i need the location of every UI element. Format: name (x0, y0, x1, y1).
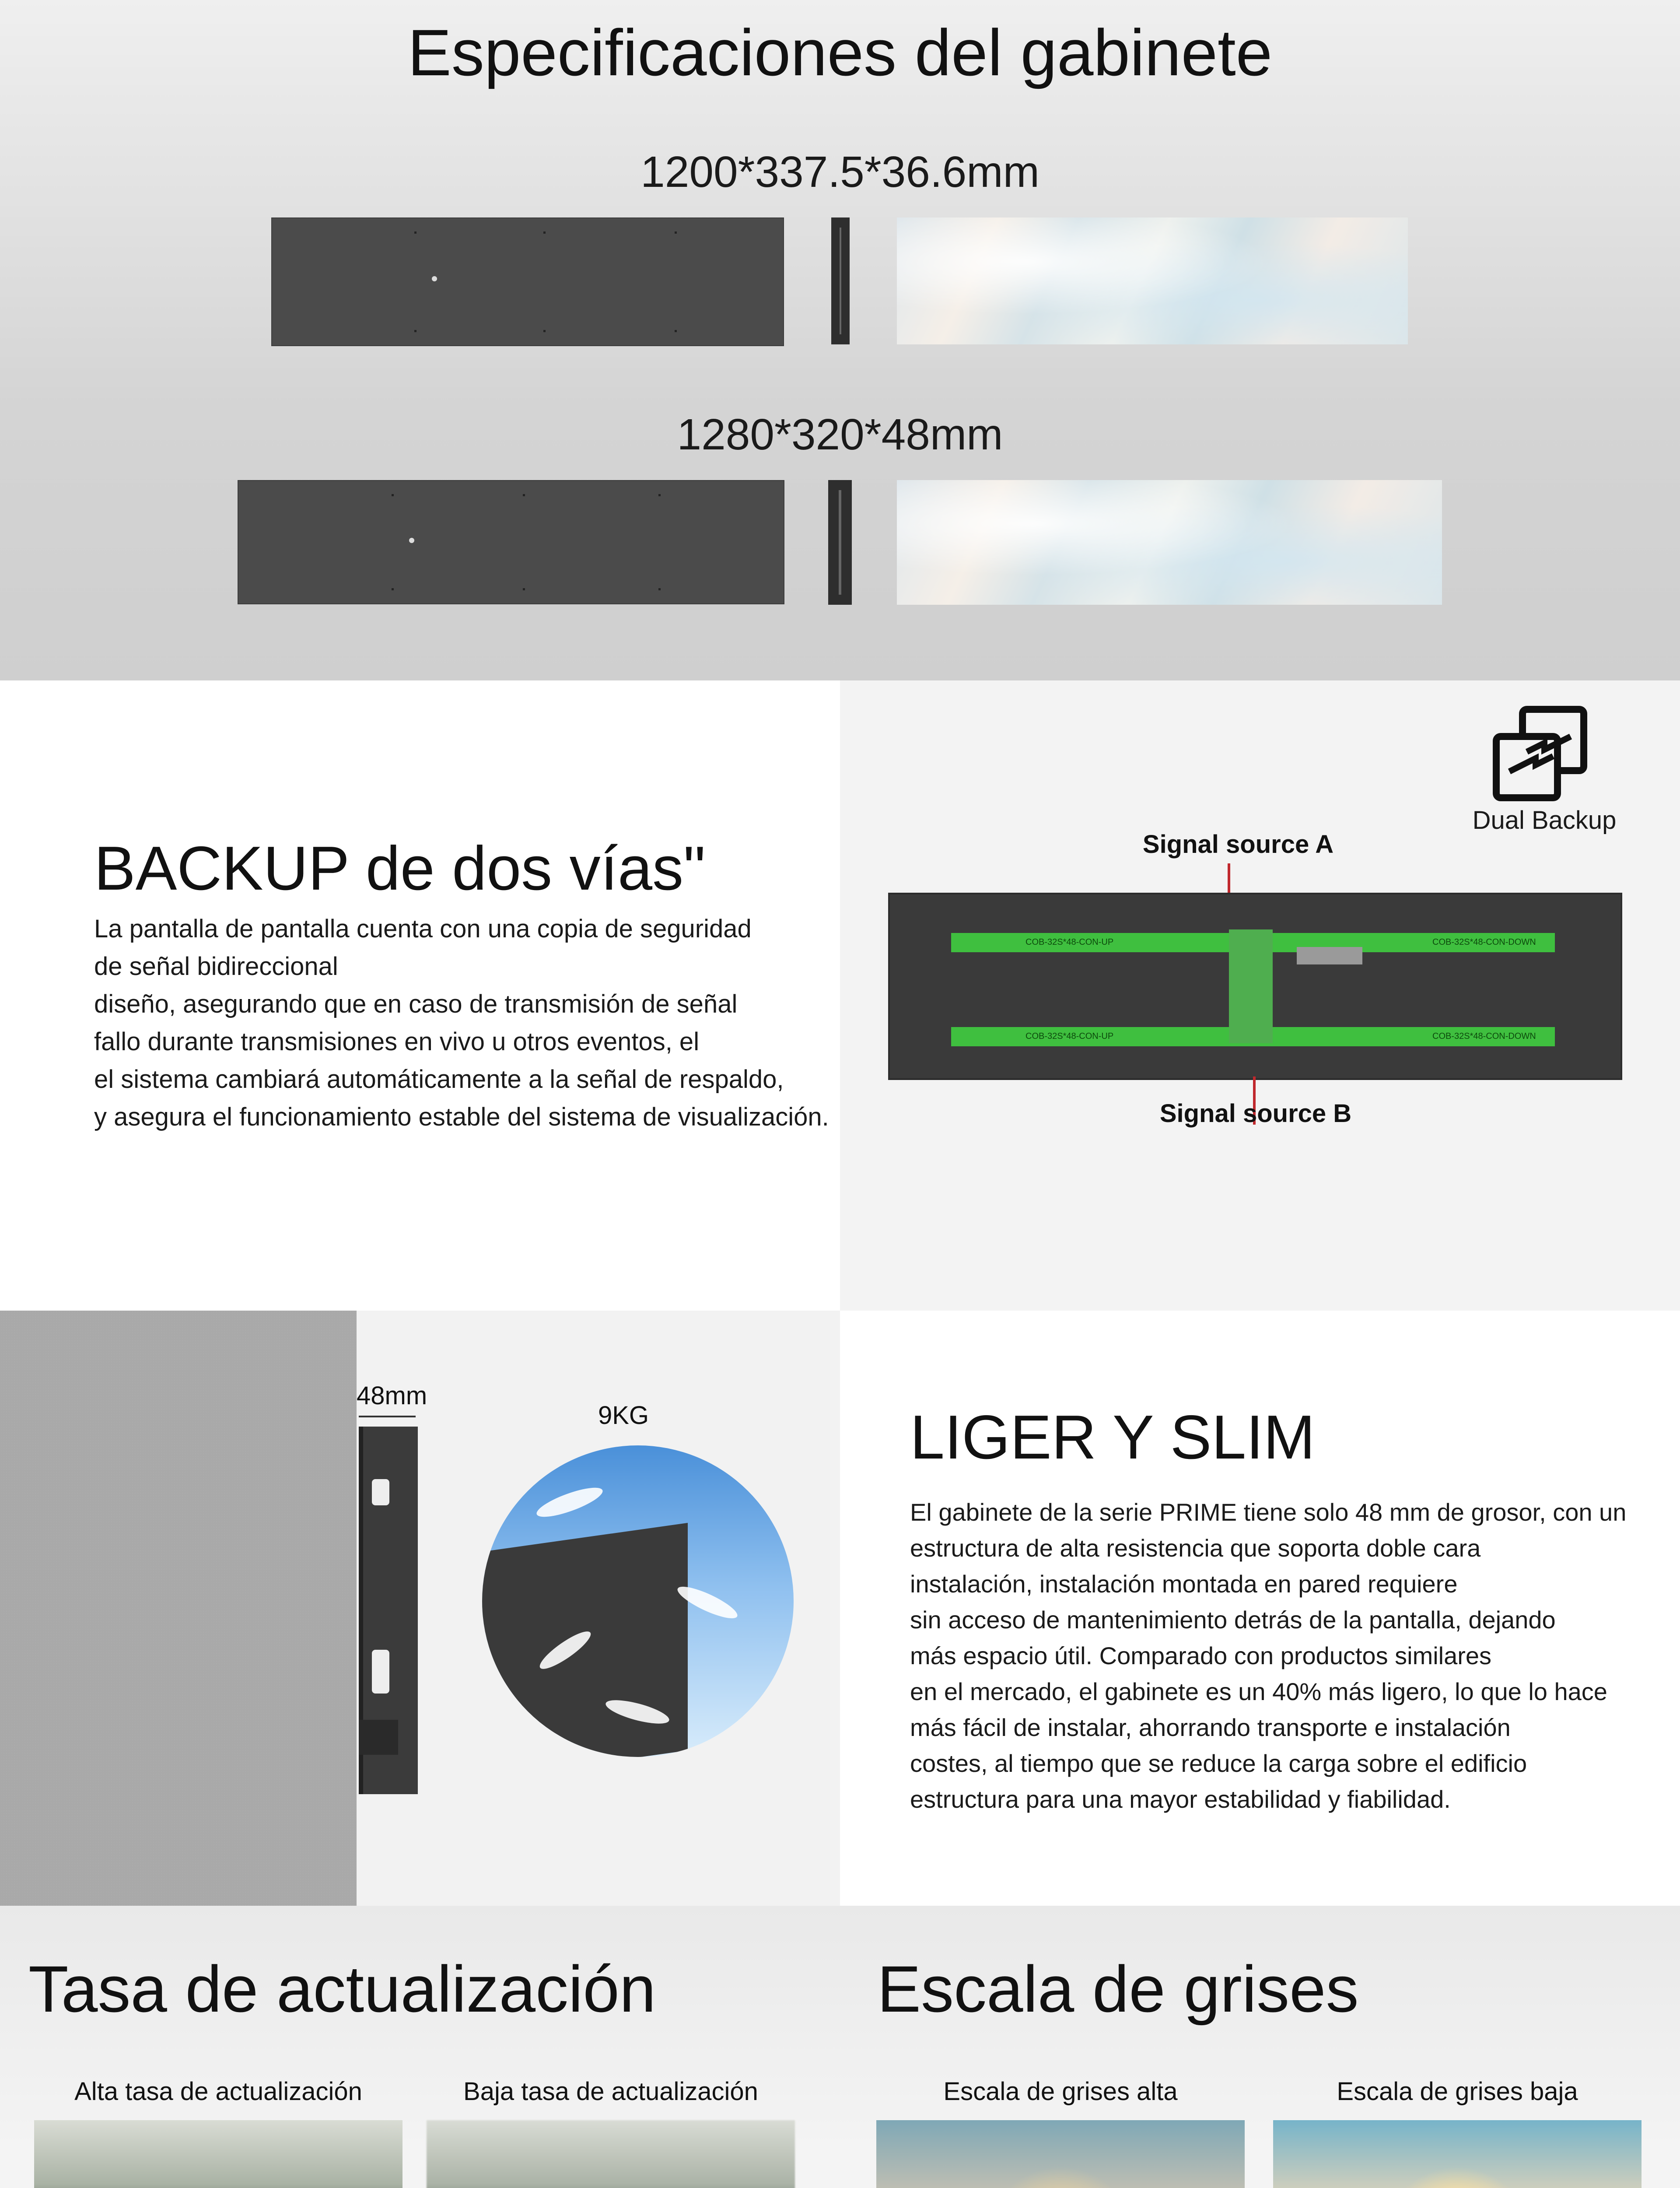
refresh-low-photo (427, 2120, 795, 2188)
signal-source-a-label: Signal source A (1142, 830, 1334, 859)
cabinet-specs-title: Especificaciones del gabinete (407, 16, 1273, 89)
cabinet-b-back-view (238, 480, 784, 604)
receiver-card (1229, 929, 1273, 1043)
grayscale-high-photo (876, 2120, 1245, 2188)
spec-b-dimensions: 1280*320*48mm (677, 410, 1003, 459)
cabinet-b-side-view (828, 480, 852, 605)
depth-dimension-line (359, 1416, 416, 1417)
refresh-high-photo (34, 2120, 402, 2188)
cabinet-a-front-view (897, 217, 1408, 344)
refresh-low-label: Baja tasa de actualización (463, 2077, 758, 2106)
slim-text-panel (840, 1311, 1680, 1906)
grayscale-low-label: Escala de grises baja (1337, 2077, 1578, 2106)
backup-description: La pantalla de pantalla cuenta con una copia de seguridad de señal bidireccional diseño, asegurando que en caso de transmisión de señal fallo durante transmisiones en vivo u otros eventos, el el sistema cambiará automáticamente a la señal de respaldo, y asegura el funcionamiento estable del sistema de visualización. (94, 915, 829, 1131)
led-control-board (888, 893, 1622, 1080)
dual-backup-icon (1492, 706, 1588, 802)
comparison-section (0, 1906, 1680, 2188)
dual-backup-label: Dual Backup (1472, 806, 1617, 835)
depth-label: 48mm (357, 1382, 427, 1410)
backup-title: BACKUP de dos vías" (94, 834, 706, 903)
signal-source-b-label: Signal source B (1159, 1099, 1352, 1128)
slim-illustration-panel (357, 1311, 840, 1906)
cabinet-b-front-view (897, 480, 1442, 605)
cabinet-specs-section (0, 0, 1680, 680)
module-chip (1297, 947, 1362, 964)
backup-text-panel (0, 680, 840, 1311)
refresh-title: Tasa de actualización (28, 1952, 656, 2026)
wall-texture-panel (0, 1311, 357, 1906)
spec-a-dimensions: 1200*337.5*36.6mm (640, 147, 1040, 196)
grayscale-high-label: Escala de grises alta (943, 2077, 1178, 2106)
slim-description: El gabinete de la serie PRIME tiene solo 48 mm de grosor, con un estructura de alta resistencia que soporta doble cara instalación, instalación montada en pared requiere sin acceso de mantenimiento detrás de la pantalla, dejando más espacio útil. Comparado con productos similares en el mercado, el gabinete es un 40% más ligero, lo que lo hace más fácil de instalar, ahorrando transporte e instalación costes, al tiempo que se reduce la carga sobre el edificio estructura para una mayor estabilidad y fiabilidad. (910, 1498, 1627, 1813)
refresh-high-label: Alta tasa de actualización (74, 2077, 362, 2106)
cabinet-a-side-view (831, 217, 850, 344)
grayscale-low-photo (1273, 2120, 1642, 2188)
lightweight-feather-image (482, 1445, 794, 1757)
signal-strip-a: COB-32S*48-CON-UP COB-32S*48-CON-DOWN (951, 933, 1555, 952)
grayscale-title: Escala de grises (877, 1952, 1359, 2026)
cabinet-side-profile (359, 1427, 418, 1794)
weight-label: 9KG (598, 1401, 649, 1430)
cabinet-a-back-view (271, 217, 784, 346)
slim-title: LIGER Y SLIM (910, 1403, 1316, 1472)
backup-diagram-panel (840, 680, 1680, 1311)
signal-strip-b: COB-32S*48-CON-UP COB-32S*48-CON-DOWN (951, 1027, 1555, 1046)
